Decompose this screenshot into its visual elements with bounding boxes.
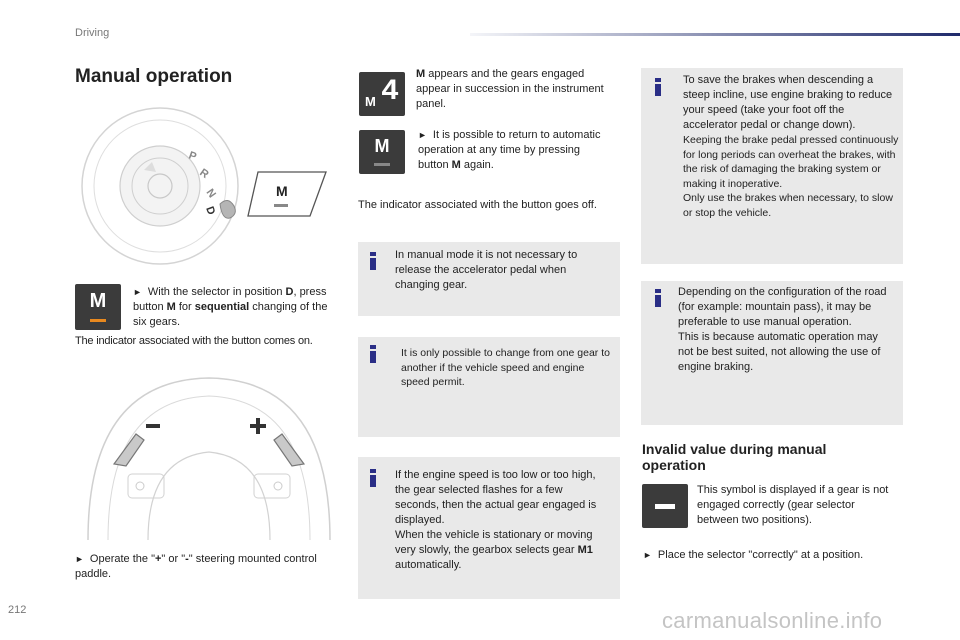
return-automatic-text: ► It is possible to return to automatic operation at any time by pressing button M again. xyxy=(418,129,601,171)
svg-text:N: N xyxy=(203,186,218,201)
steering-wheel-illustration xyxy=(78,368,340,540)
info-box-speed: It is only possible to change from one gear to another if the vehicle speed and engine speed permit. xyxy=(358,337,620,437)
triangle-arrow-icon: ► xyxy=(643,550,652,560)
m-button-icon: M xyxy=(75,284,121,330)
indicator-off-text: The indicator associated with the button goes off. xyxy=(358,199,597,211)
invalid-description: This symbol is displayed if a gear is not engaged correctly (gear selector between two positions). xyxy=(697,484,889,526)
m-appears-text: M appears and the gears engaged appear in succession in the instrument panel. xyxy=(416,68,604,110)
triangle-arrow-icon: ► xyxy=(133,287,142,297)
page-number: 212 xyxy=(8,604,27,616)
page-title: Manual operation xyxy=(75,66,233,87)
info-icon xyxy=(370,469,377,487)
m-button-icon: M xyxy=(359,130,405,174)
watermark: carmanualsonline.info xyxy=(662,608,883,633)
info-icon xyxy=(655,289,662,307)
indicator-on-text: The indicator associated with the button comes on. xyxy=(75,335,313,347)
info-icon xyxy=(655,78,662,96)
section-title: Driving xyxy=(75,27,110,39)
triangle-arrow-icon: ► xyxy=(418,130,427,140)
invalid-value-heading: Invalid value during manual operation xyxy=(642,441,827,473)
step-selector-d: ► With the selector in position D, press button M for sequential changing of the six gears. xyxy=(133,286,328,328)
svg-text:M: M xyxy=(276,183,288,199)
svg-text:R: R xyxy=(197,166,211,182)
step-place-selector: ► Place the selector "correctly" at a position. xyxy=(643,549,864,561)
info-icon xyxy=(370,345,377,363)
info-icon xyxy=(370,252,377,270)
gear-selector-illustration xyxy=(80,100,340,270)
step-paddle: ► Operate the "+" or "-" steering mounted control paddle. xyxy=(75,553,317,580)
instrument-display-icon: M 4 xyxy=(359,72,405,116)
triangle-arrow-icon: ► xyxy=(75,554,84,564)
info-box-pedal: In manual mode it is not necessary to release the accelerator pedal when changing gear. xyxy=(358,242,620,316)
svg-text:P: P xyxy=(186,149,198,164)
info-box-mountain: Depending on the configuration of the road (for example: mountain pass), it may be preferable to use manual operation. This is because automatic operation may not be best suited, not allowing the use of engine braking. xyxy=(641,281,903,425)
header-rule xyxy=(470,33,960,36)
svg-text:D: D xyxy=(203,204,218,217)
info-box-engine-speed: If the engine speed is too low or too high, the gear selected flashes for a few seconds, then the actual gear engaged is displayed. When the vehicle is stationary or moving very slowly, the gearbox selects gear M1 automatically. xyxy=(358,457,620,599)
dash-symbol-icon xyxy=(642,484,688,528)
info-box-brakes: To save the brakes when descending a steep incline, use engine braking to reduce your speed (take your foot off the accelerator pedal or change down). Keeping the brake pedal pressed continuously for long periods can overheat the brakes, with the risk of damaging the braking system or making it inoperative. Only use the brakes when necessary, to slow or stop the vehicle. xyxy=(641,68,903,264)
